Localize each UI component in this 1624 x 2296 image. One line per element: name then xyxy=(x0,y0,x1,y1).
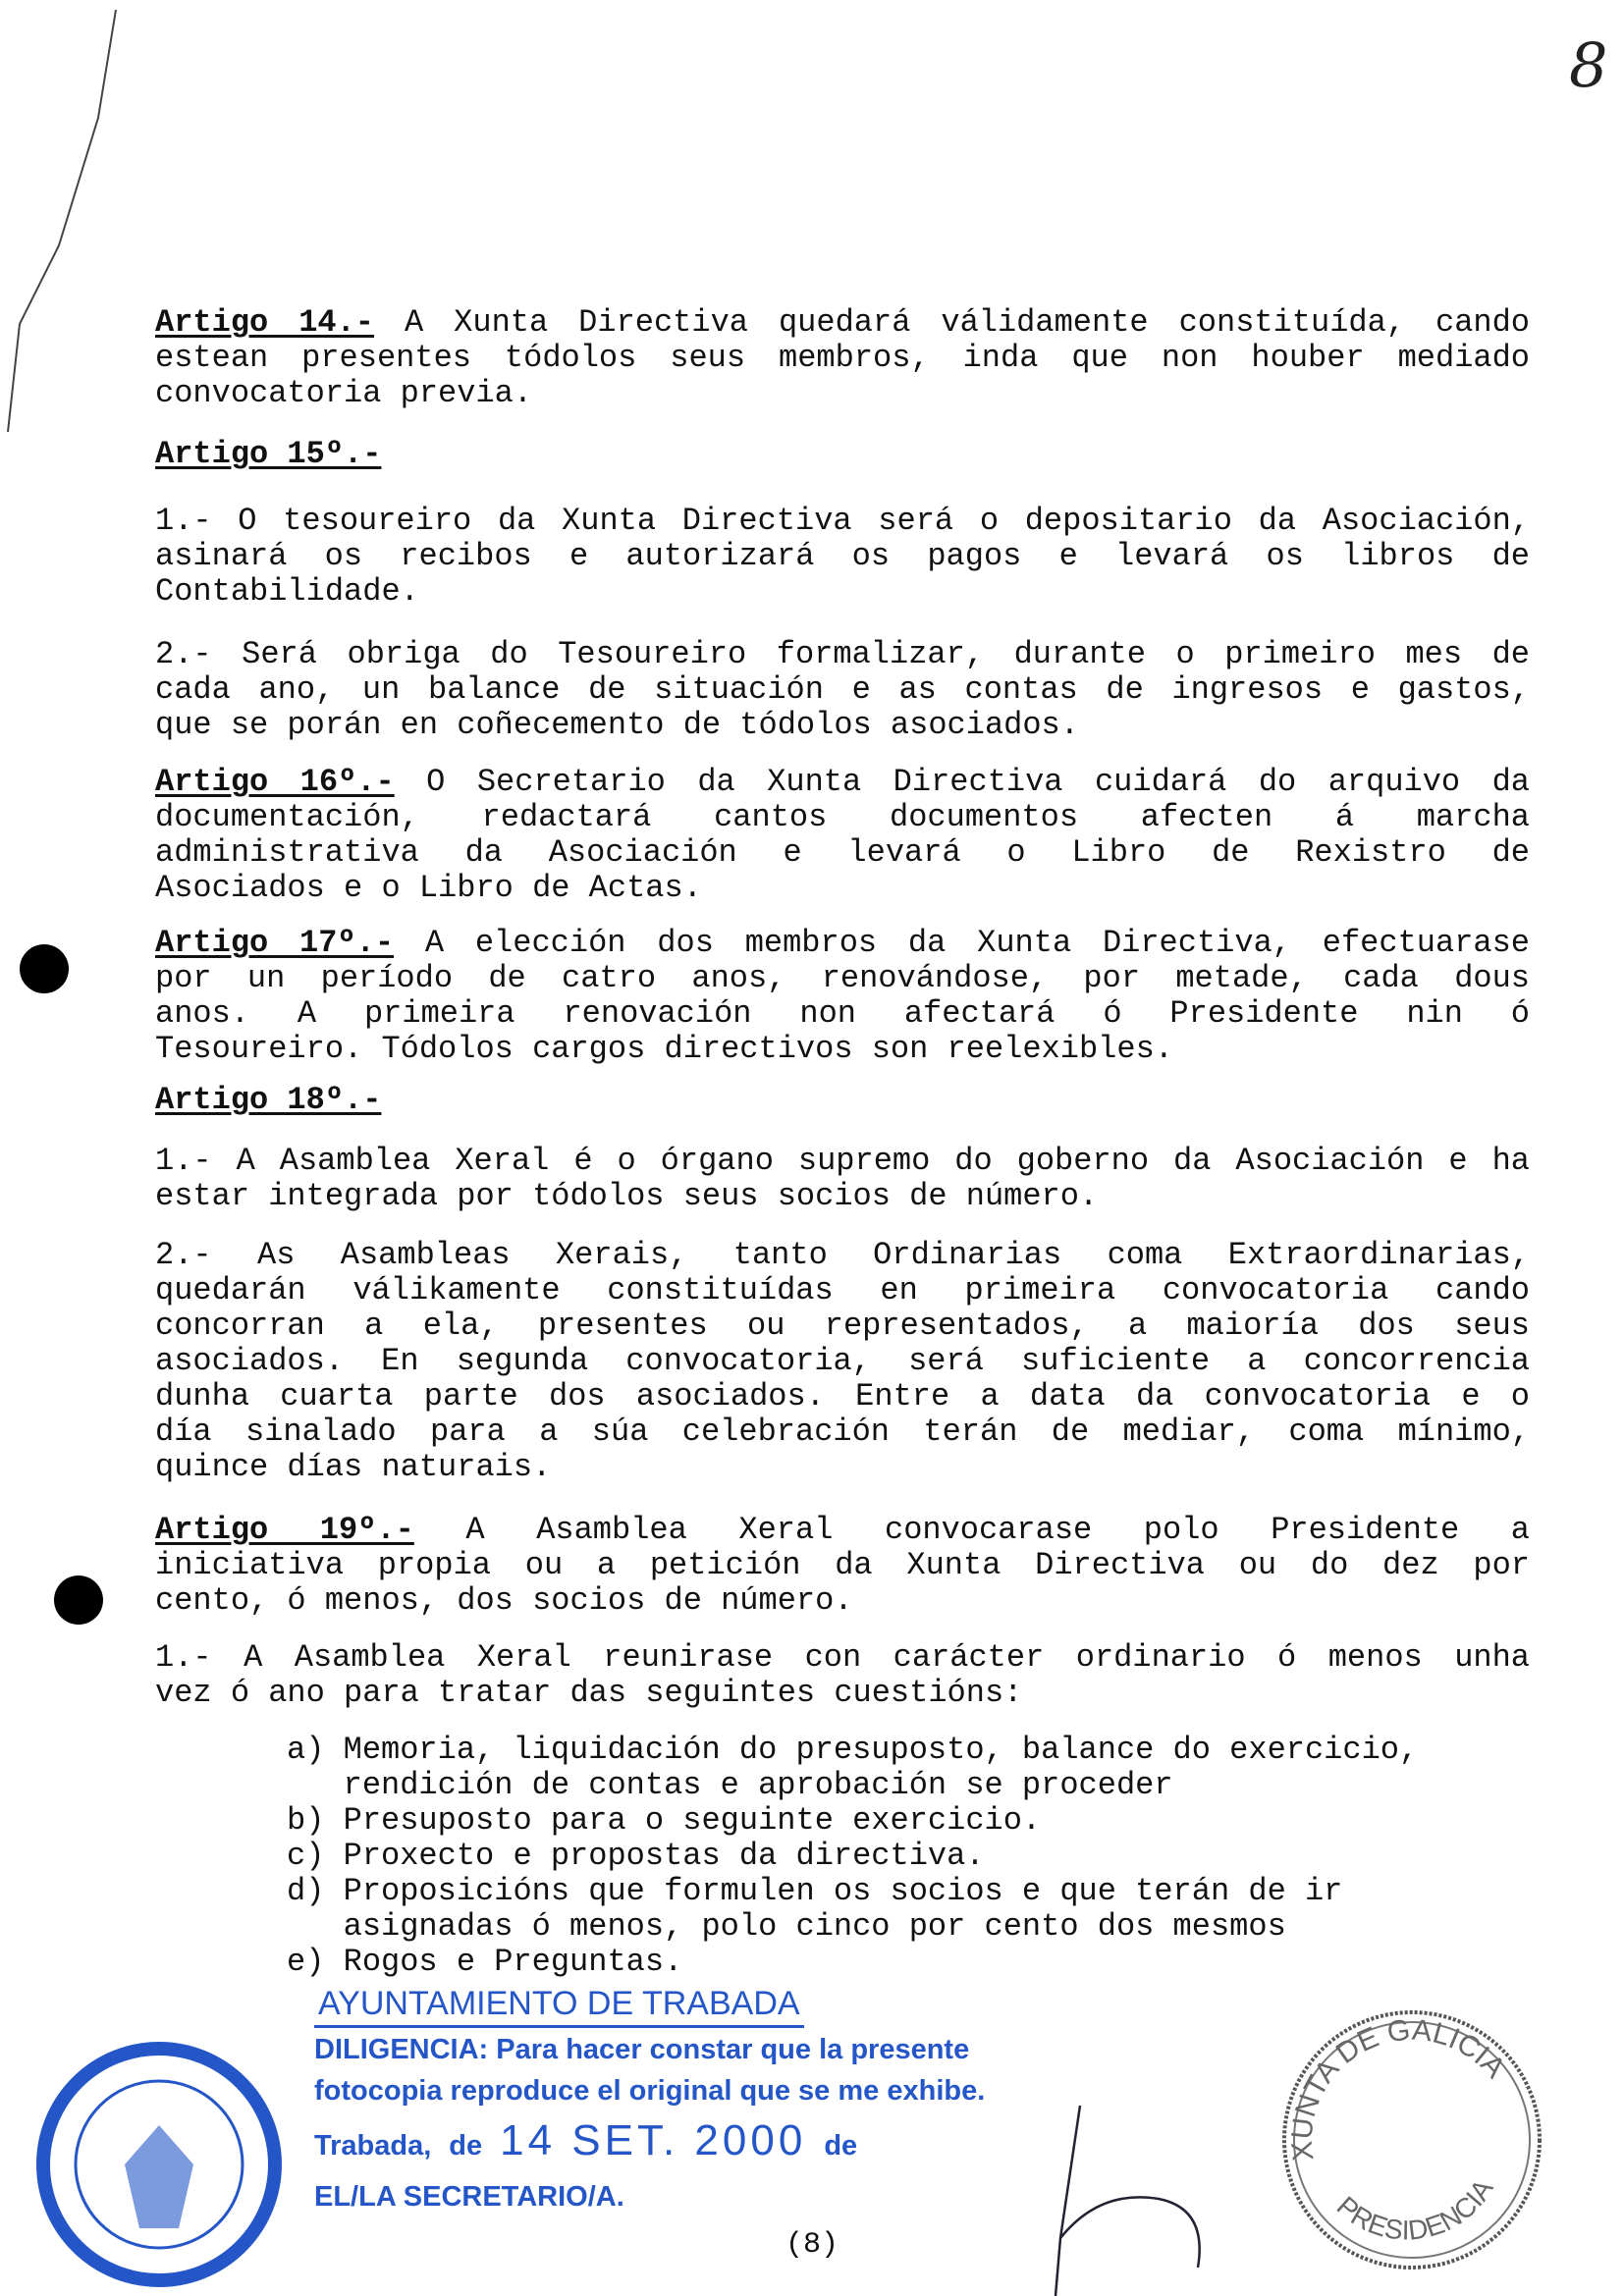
seal-right-top: XUNTA DE GALICIA xyxy=(1285,2013,1512,2163)
body-text-line xyxy=(155,575,419,609)
handwritten-signature xyxy=(1031,2101,1227,2296)
municipal-seal xyxy=(29,2022,295,2296)
body-text-line xyxy=(287,1910,1286,1944)
handwritten-page-mark: 8 xyxy=(1569,29,1608,101)
line-text: 1.- A Asamblea Xeral é o órgano supremo do goberno da Asociación e ha xyxy=(155,1143,1530,1179)
body-text-line xyxy=(155,377,532,410)
line-text: asinará os recibos e autorizará os pagos e levará os libros de xyxy=(155,538,1530,574)
article-heading-line xyxy=(155,766,1530,799)
line-text: c) Proxecto e propostas da directiva. xyxy=(287,1838,985,1874)
body-text-line xyxy=(287,1875,1342,1908)
body-text-line xyxy=(155,1415,1530,1449)
svg-text:XUNTA DE GALICIA xyxy=(1286,2014,1512,2163)
line-text: por un período de catro anos, renovándose, por metade, cada dous xyxy=(155,960,1530,996)
stamp-date-row xyxy=(314,2116,857,2165)
stamp-de-1: de xyxy=(449,2130,483,2162)
article-heading: Artigo 17º.- xyxy=(155,925,395,961)
line-text: b) Presuposto para o seguinte exercicio. xyxy=(287,1802,1042,1839)
line-text: a) Memoria, liquidación do presuposto, balance do exercicio, xyxy=(287,1732,1419,1768)
body-text-line xyxy=(155,1584,853,1618)
article-heading-line xyxy=(155,438,381,471)
body-text-line xyxy=(155,1641,1530,1675)
line-text: cada ano, un balance de situación e as contas de ingresos e gastos, xyxy=(155,671,1530,708)
article-heading: Artigo 16º.- xyxy=(155,764,395,800)
line-text: 2.- As Asambleas Xerais, tanto Ordinarias coma Extraordinarias, xyxy=(155,1237,1530,1273)
body-text-line xyxy=(155,1309,1530,1343)
stamp-place: Trabada, xyxy=(314,2130,432,2162)
body-text-line xyxy=(155,1274,1530,1308)
line-text: rendición de contas e aprobación se proceder xyxy=(287,1767,1173,1803)
line-text: A Asamblea Xeral convocarase polo Presidente a xyxy=(413,1512,1531,1548)
body-text-line xyxy=(287,1946,682,1979)
line-text: 2.- Será obriga do Tesoureiro formalizar, durante o primeiro mes de xyxy=(155,636,1530,672)
body-text-line xyxy=(155,1345,1530,1378)
xunta-presidencia-seal xyxy=(1267,1993,1561,2287)
stamp-line-1: DILIGENCIA: Para hacer constar que la presente xyxy=(314,2034,970,2065)
stamp-de-2: de xyxy=(824,2130,858,2162)
body-text-line xyxy=(155,638,1530,671)
stamp-date: 14 SET. 2000 xyxy=(500,2116,807,2164)
page-number: (8) xyxy=(785,2228,839,2262)
line-text: estean presentes tódolos seus membros, inda que non houber mediado xyxy=(155,340,1530,376)
article-heading: Artigo 15º.- xyxy=(155,436,382,472)
line-text: cento, ó menos, dos socios de número. xyxy=(155,1582,853,1619)
line-text: estar integrada por tódolos seus socios de número. xyxy=(155,1178,1099,1214)
punch-hole xyxy=(54,1575,103,1625)
line-text: iniciativa propia ou a petición da Xunta Directiva ou do dez por xyxy=(155,1547,1530,1583)
line-text: Contabilidade. xyxy=(155,573,419,610)
body-text-line xyxy=(155,962,1530,995)
scan-edge-mark xyxy=(0,0,118,452)
line-text: dunha cuarta parte dos asociados. Entre a data da convocatoria e o xyxy=(155,1378,1530,1415)
line-text: vez ó ano para tratar das seguintes cuestións: xyxy=(155,1675,1023,1711)
body-text-line xyxy=(155,836,1530,870)
body-text-line xyxy=(155,1180,1098,1213)
line-text: documentación, redactará cantos documentos afecten á marcha xyxy=(155,799,1530,835)
body-text-line xyxy=(155,801,1530,834)
stamp-signer: EL/LA SECRETARIO/A. xyxy=(314,2181,624,2213)
line-text: d) Proposicións que formulen os socios e que terán de ir xyxy=(287,1873,1343,1909)
body-text-line xyxy=(155,709,1079,742)
line-text: concorran a ela, presentes ou representados, a maioría dos seus xyxy=(155,1308,1530,1344)
line-text: O Secretario da Xunta Directiva cuidará do arquivo da xyxy=(394,764,1531,800)
body-text-line xyxy=(155,1380,1530,1414)
body-text-line xyxy=(155,673,1530,707)
body-text-line xyxy=(155,540,1530,573)
line-text: 1.- O tesoureiro da Xunta Directiva será o depositario da Asociación, xyxy=(155,503,1530,539)
body-text-line xyxy=(155,1451,551,1484)
body-text-line xyxy=(155,1033,1173,1066)
line-text: Asociados e o Libro de Actas. xyxy=(155,870,702,906)
svg-text:PRESIDENCIA xyxy=(1331,2173,1499,2246)
line-text: anos. A primeira renovación non afectará ó Presidente nin ó xyxy=(155,995,1530,1032)
line-text: 1.- A Asamblea Xeral reunirase con carácter ordinario ó menos unha xyxy=(155,1639,1530,1676)
body-text-line xyxy=(155,1549,1530,1582)
line-text: quince días naturais. xyxy=(155,1449,552,1485)
body-text-line xyxy=(155,997,1530,1031)
article-heading-line xyxy=(155,1084,381,1117)
line-text: Tesoureiro. Tódolos cargos directivos son reelexibles. xyxy=(155,1031,1173,1067)
line-text: e) Rogos e Preguntas. xyxy=(287,1944,683,1980)
article-heading: Artigo 18º.- xyxy=(155,1082,382,1118)
line-text: día sinalado para a súa celebración terán de mediar, coma mínimo, xyxy=(155,1414,1530,1450)
coat-of-arms-icon xyxy=(125,2125,193,2228)
line-text: quedarán válikamente constituídas en primeira convocatoria cando xyxy=(155,1272,1530,1308)
article-heading-line xyxy=(155,1514,1530,1547)
body-text-line xyxy=(287,1804,1041,1838)
body-text-line xyxy=(155,1677,1022,1710)
body-text-line xyxy=(155,342,1530,375)
punch-hole xyxy=(20,944,69,993)
seal-right-bottom: PRESIDENCIA xyxy=(1330,2173,1499,2246)
line-text: asignadas ó menos, polo cinco por cento dos mesmos xyxy=(287,1908,1286,1945)
article-heading: Artigo 14.- xyxy=(155,304,375,341)
stamp-line-2: fotocopia reproduce el original que se me exhibe. xyxy=(314,2075,986,2107)
body-text-line xyxy=(287,1840,985,1873)
line-text: A elección dos membros da Xunta Directiva, efectuarase xyxy=(394,925,1531,961)
body-text-line xyxy=(287,1734,1418,1767)
article-heading-line xyxy=(155,306,1530,340)
body-text-line xyxy=(155,505,1530,538)
body-text-line xyxy=(155,1239,1530,1272)
line-text: convocatoria previa. xyxy=(155,375,533,411)
body-text-line xyxy=(287,1769,1173,1802)
line-text: que se porán en coñecemento de tódolos asociados. xyxy=(155,707,1079,743)
body-text-line xyxy=(155,1145,1530,1178)
body-text-line xyxy=(155,872,702,905)
stamp-header: AYUNTAMIENTO DE TRABADA xyxy=(314,1985,804,2028)
article-heading: Artigo 19º.- xyxy=(155,1512,414,1548)
article-heading-line xyxy=(155,927,1530,960)
line-text: asociados. En segunda convocatoria, será suficiente a concorrencia xyxy=(155,1343,1530,1379)
line-text: A Xunta Directiva quedará válidamente constituída, cando xyxy=(374,304,1531,341)
line-text: administrativa da Asociación e levará o Libro de Rexistro de xyxy=(155,834,1530,871)
